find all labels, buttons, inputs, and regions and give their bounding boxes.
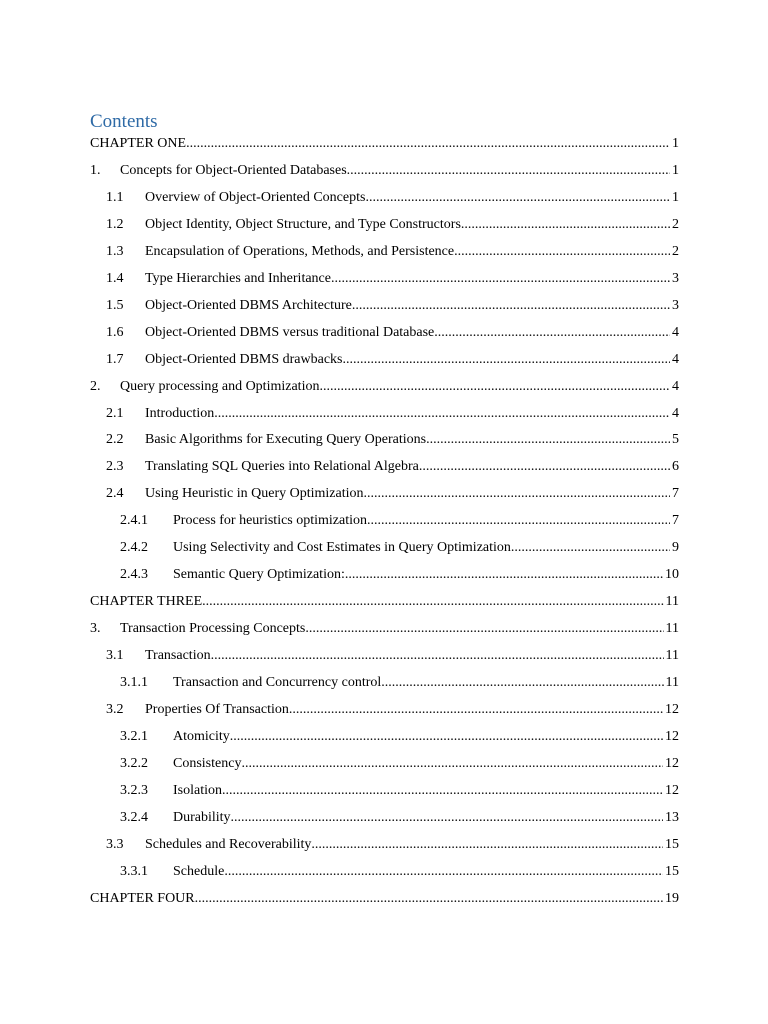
toc-entry-leader bbox=[90, 889, 679, 909]
toc-entry-number: 3.2.1 bbox=[120, 729, 148, 744]
dot-leader bbox=[365, 188, 679, 208]
toc-entry-leader bbox=[145, 269, 679, 289]
dot-leader bbox=[319, 377, 679, 397]
toc-entry[interactable] bbox=[0, 646, 768, 666]
toc-entry-number: 1. bbox=[90, 163, 101, 178]
toc-entry-number: 3.2.4 bbox=[120, 810, 148, 825]
toc-entry-page-number: 15 bbox=[663, 862, 679, 882]
dot-leader bbox=[195, 889, 679, 909]
toc-entry[interactable] bbox=[0, 862, 768, 882]
toc-entry-leader bbox=[120, 619, 679, 639]
toc-entry[interactable] bbox=[0, 781, 768, 801]
toc-entry-page-number: 3 bbox=[670, 269, 679, 289]
toc-entry-number: 1.2 bbox=[106, 217, 124, 232]
toc-entry-page-number: 1 bbox=[670, 161, 679, 181]
toc-entry-title[interactable]: Atomicity bbox=[173, 727, 230, 747]
toc-entry-page-number: 4 bbox=[670, 377, 679, 397]
toc-entry-title[interactable]: Basic Algorithms for Executing Query Operations bbox=[145, 430, 426, 450]
toc-entry-page-number: 7 bbox=[670, 511, 679, 531]
dot-leader bbox=[426, 430, 679, 450]
toc-entry-title[interactable]: Query processing and Optimization bbox=[120, 377, 319, 397]
toc-entry-title[interactable]: Translating SQL Queries into Relational Algebra bbox=[145, 457, 419, 477]
dot-leader bbox=[364, 484, 679, 504]
toc-entry[interactable] bbox=[0, 430, 768, 450]
toc-entry-title[interactable]: Transaction bbox=[145, 646, 211, 666]
toc-entry-number: 1.7 bbox=[106, 352, 124, 367]
toc-entry-page-number: 13 bbox=[663, 808, 679, 828]
toc-entry-leader bbox=[145, 323, 679, 343]
toc-entry[interactable] bbox=[0, 457, 768, 477]
toc-entry-number: 3.2.2 bbox=[120, 756, 148, 771]
dot-leader bbox=[381, 673, 679, 693]
toc-entry-leader bbox=[173, 565, 679, 585]
dot-leader bbox=[367, 511, 679, 531]
toc-entry-leader bbox=[173, 808, 679, 828]
toc-entry-title[interactable]: Durability bbox=[173, 808, 231, 828]
toc-entry[interactable] bbox=[0, 511, 768, 531]
toc-entry-page-number: 11 bbox=[664, 592, 679, 612]
toc-entry-leader bbox=[145, 430, 679, 450]
toc-entry-title[interactable]: Transaction and Concurrency control bbox=[173, 673, 381, 693]
toc-entry-page-number: 5 bbox=[670, 430, 679, 450]
toc-entry[interactable] bbox=[0, 808, 768, 828]
toc-entry-title[interactable]: Object-Oriented DBMS Architecture bbox=[145, 296, 352, 316]
toc-entry[interactable] bbox=[0, 484, 768, 504]
toc-entry[interactable] bbox=[0, 592, 768, 612]
toc-entry-leader bbox=[173, 538, 679, 558]
dot-leader bbox=[345, 565, 679, 585]
toc-entry-page-number: 15 bbox=[663, 835, 679, 855]
toc-entry-number: 2.3 bbox=[106, 459, 124, 474]
toc-entry-number: 2.4.1 bbox=[120, 513, 148, 528]
toc-entry-number: 1.6 bbox=[106, 325, 124, 340]
toc-entry-title[interactable]: Type Hierarchies and Inheritance bbox=[145, 269, 331, 289]
toc-entry[interactable] bbox=[0, 673, 768, 693]
page-title: Contents bbox=[90, 111, 158, 132]
dot-leader bbox=[454, 242, 679, 262]
toc-entry-title[interactable]: Isolation bbox=[173, 781, 222, 801]
toc-entry-number: 1.3 bbox=[106, 244, 124, 259]
toc-entry-number: 2. bbox=[90, 379, 101, 394]
toc-entry-number: 2.4.2 bbox=[120, 540, 148, 555]
toc-entry-page-number: 11 bbox=[664, 619, 679, 639]
dot-leader bbox=[289, 700, 679, 720]
dot-leader bbox=[419, 457, 679, 477]
toc-entry-leader bbox=[173, 673, 679, 693]
dot-leader bbox=[241, 754, 679, 774]
toc-entry[interactable] bbox=[0, 242, 768, 262]
toc-entry-title[interactable]: Object-Oriented DBMS drawbacks bbox=[145, 350, 343, 370]
toc-entry[interactable] bbox=[0, 619, 768, 639]
toc-entry[interactable] bbox=[0, 269, 768, 289]
toc-entry-page-number: 11 bbox=[664, 673, 679, 693]
toc-entry-page-number: 12 bbox=[663, 754, 679, 774]
toc-entry-leader bbox=[145, 242, 679, 262]
toc-entry-title[interactable]: Schedule bbox=[173, 862, 224, 882]
toc-entry[interactable] bbox=[0, 161, 768, 181]
dot-leader bbox=[305, 619, 679, 639]
toc-entry-leader bbox=[173, 781, 679, 801]
toc-entry-leader bbox=[145, 188, 679, 208]
toc-entry[interactable] bbox=[0, 377, 768, 397]
toc-entry-number: 3.2.3 bbox=[120, 783, 148, 798]
toc-entry-title[interactable]: Object-Oriented DBMS versus traditional Database bbox=[145, 323, 434, 343]
toc-entry-leader bbox=[145, 404, 679, 424]
toc-entry[interactable] bbox=[0, 134, 768, 154]
toc-entry-leader bbox=[145, 296, 679, 316]
dot-leader bbox=[331, 269, 679, 289]
toc-entry-number: 2.2 bbox=[106, 432, 124, 447]
toc-entry-number: 3.3.1 bbox=[120, 864, 148, 879]
toc-entry-page-number: 2 bbox=[670, 242, 679, 262]
toc-entry-number: 2.1 bbox=[106, 406, 124, 421]
toc-entry[interactable] bbox=[0, 538, 768, 558]
dot-leader bbox=[222, 781, 679, 801]
toc-entry[interactable] bbox=[0, 700, 768, 720]
toc-entry-page-number: 11 bbox=[664, 646, 679, 666]
toc-entry-number: 1.4 bbox=[106, 271, 124, 286]
toc-entry-title[interactable]: Properties Of Transaction bbox=[145, 700, 289, 720]
toc-entry-page-number: 12 bbox=[663, 700, 679, 720]
dot-leader bbox=[231, 808, 679, 828]
toc-entry-leader bbox=[145, 700, 679, 720]
toc-entry-number: 1.1 bbox=[106, 190, 124, 205]
dot-leader bbox=[224, 862, 679, 882]
toc-entry-title[interactable]: CHAPTER THREE bbox=[90, 592, 202, 612]
toc-entry-number: 2.4.3 bbox=[120, 567, 148, 582]
toc-entry-title[interactable]: Using Heuristic in Query Optimization bbox=[145, 484, 364, 504]
toc-entry-leader bbox=[120, 161, 679, 181]
toc-entry-page-number: 6 bbox=[670, 457, 679, 477]
toc-entry-leader bbox=[173, 511, 679, 531]
toc-entry-number: 3.1.1 bbox=[120, 675, 148, 690]
toc-entry-title[interactable]: CHAPTER ONE bbox=[90, 134, 186, 154]
toc-entry-title[interactable]: Introduction bbox=[145, 404, 214, 424]
toc-entry-title[interactable]: Concepts for Object-Oriented Databases bbox=[120, 161, 347, 181]
toc-entry-number: 3. bbox=[90, 621, 101, 636]
toc-entry-leader bbox=[145, 835, 679, 855]
toc-entry-title[interactable]: Encapsulation of Operations, Methods, and Persistence bbox=[145, 242, 454, 262]
toc-entry-leader bbox=[120, 377, 679, 397]
toc-entry-page-number: 7 bbox=[670, 484, 679, 504]
toc-entry-title[interactable]: Consistency bbox=[173, 754, 241, 774]
toc-entry-page-number: 4 bbox=[670, 404, 679, 424]
toc-entry-title[interactable]: Semantic Query Optimization: bbox=[173, 565, 345, 585]
toc-entry-leader bbox=[173, 727, 679, 747]
dot-leader bbox=[214, 404, 679, 424]
toc-entry-page-number: 4 bbox=[670, 323, 679, 343]
toc-entry-title[interactable]: Process for heuristics optimization bbox=[173, 511, 367, 531]
toc-entry-leader bbox=[145, 457, 679, 477]
toc-entry[interactable] bbox=[0, 188, 768, 208]
toc-entry-number: 3.3 bbox=[106, 837, 124, 852]
dot-leader bbox=[352, 296, 679, 316]
toc-entry-leader bbox=[173, 862, 679, 882]
toc-entry-leader bbox=[90, 134, 679, 154]
toc-entry-page-number: 4 bbox=[670, 350, 679, 370]
toc-entry-page-number: 1 bbox=[670, 188, 679, 208]
dot-leader bbox=[347, 161, 679, 181]
toc-entry-title[interactable]: Using Selectivity and Cost Estimates in Query Optimization bbox=[173, 538, 511, 558]
dot-leader bbox=[434, 323, 679, 343]
toc-entry-page-number: 2 bbox=[670, 215, 679, 235]
toc-entry-page-number: 12 bbox=[663, 781, 679, 801]
dot-leader bbox=[186, 134, 679, 154]
toc-entry-number: 3.1 bbox=[106, 648, 124, 663]
toc-entry-number: 2.4 bbox=[106, 486, 124, 501]
toc-entry-title[interactable]: Overview of Object-Oriented Concepts bbox=[145, 188, 365, 208]
toc-entry[interactable] bbox=[0, 323, 768, 343]
toc-entry-leader bbox=[145, 646, 679, 666]
toc-entry-leader bbox=[145, 215, 679, 235]
dot-leader bbox=[343, 350, 679, 370]
toc-entry-number: 1.5 bbox=[106, 298, 124, 313]
toc-entry-title[interactable]: Schedules and Recoverability bbox=[145, 835, 311, 855]
toc-entry-page-number: 10 bbox=[663, 565, 679, 585]
toc-entry-page-number: 12 bbox=[663, 727, 679, 747]
toc-entry[interactable] bbox=[0, 350, 768, 370]
toc-entry-page-number: 19 bbox=[663, 889, 679, 909]
toc-entry-title[interactable]: CHAPTER FOUR bbox=[90, 889, 195, 909]
dot-leader bbox=[230, 727, 679, 747]
toc-entry[interactable] bbox=[0, 565, 768, 585]
toc-entry[interactable] bbox=[0, 215, 768, 235]
dot-leader bbox=[211, 646, 679, 666]
toc-entry-leader bbox=[173, 754, 679, 774]
toc-entry[interactable] bbox=[0, 889, 768, 909]
toc-entry-title[interactable]: Transaction Processing Concepts bbox=[120, 619, 305, 639]
dot-leader bbox=[511, 538, 679, 558]
toc-entry[interactable] bbox=[0, 404, 768, 424]
toc-entry-number: 3.2 bbox=[106, 702, 124, 717]
dot-leader bbox=[202, 592, 679, 612]
toc-entry-page-number: 1 bbox=[670, 134, 679, 154]
toc-entry-leader bbox=[145, 484, 679, 504]
toc-entry-leader bbox=[90, 592, 679, 612]
toc-entry-page-number: 9 bbox=[670, 538, 679, 558]
toc-entry-title[interactable]: Object Identity, Object Structure, and Type Constructors bbox=[145, 215, 461, 235]
toc-entry-leader bbox=[145, 350, 679, 370]
dot-leader bbox=[311, 835, 679, 855]
toc-entry[interactable] bbox=[0, 835, 768, 855]
toc-entry[interactable] bbox=[0, 754, 768, 774]
toc-entry[interactable] bbox=[0, 296, 768, 316]
toc-entry[interactable] bbox=[0, 727, 768, 747]
dot-leader bbox=[461, 215, 679, 235]
toc-entry-page-number: 3 bbox=[670, 296, 679, 316]
